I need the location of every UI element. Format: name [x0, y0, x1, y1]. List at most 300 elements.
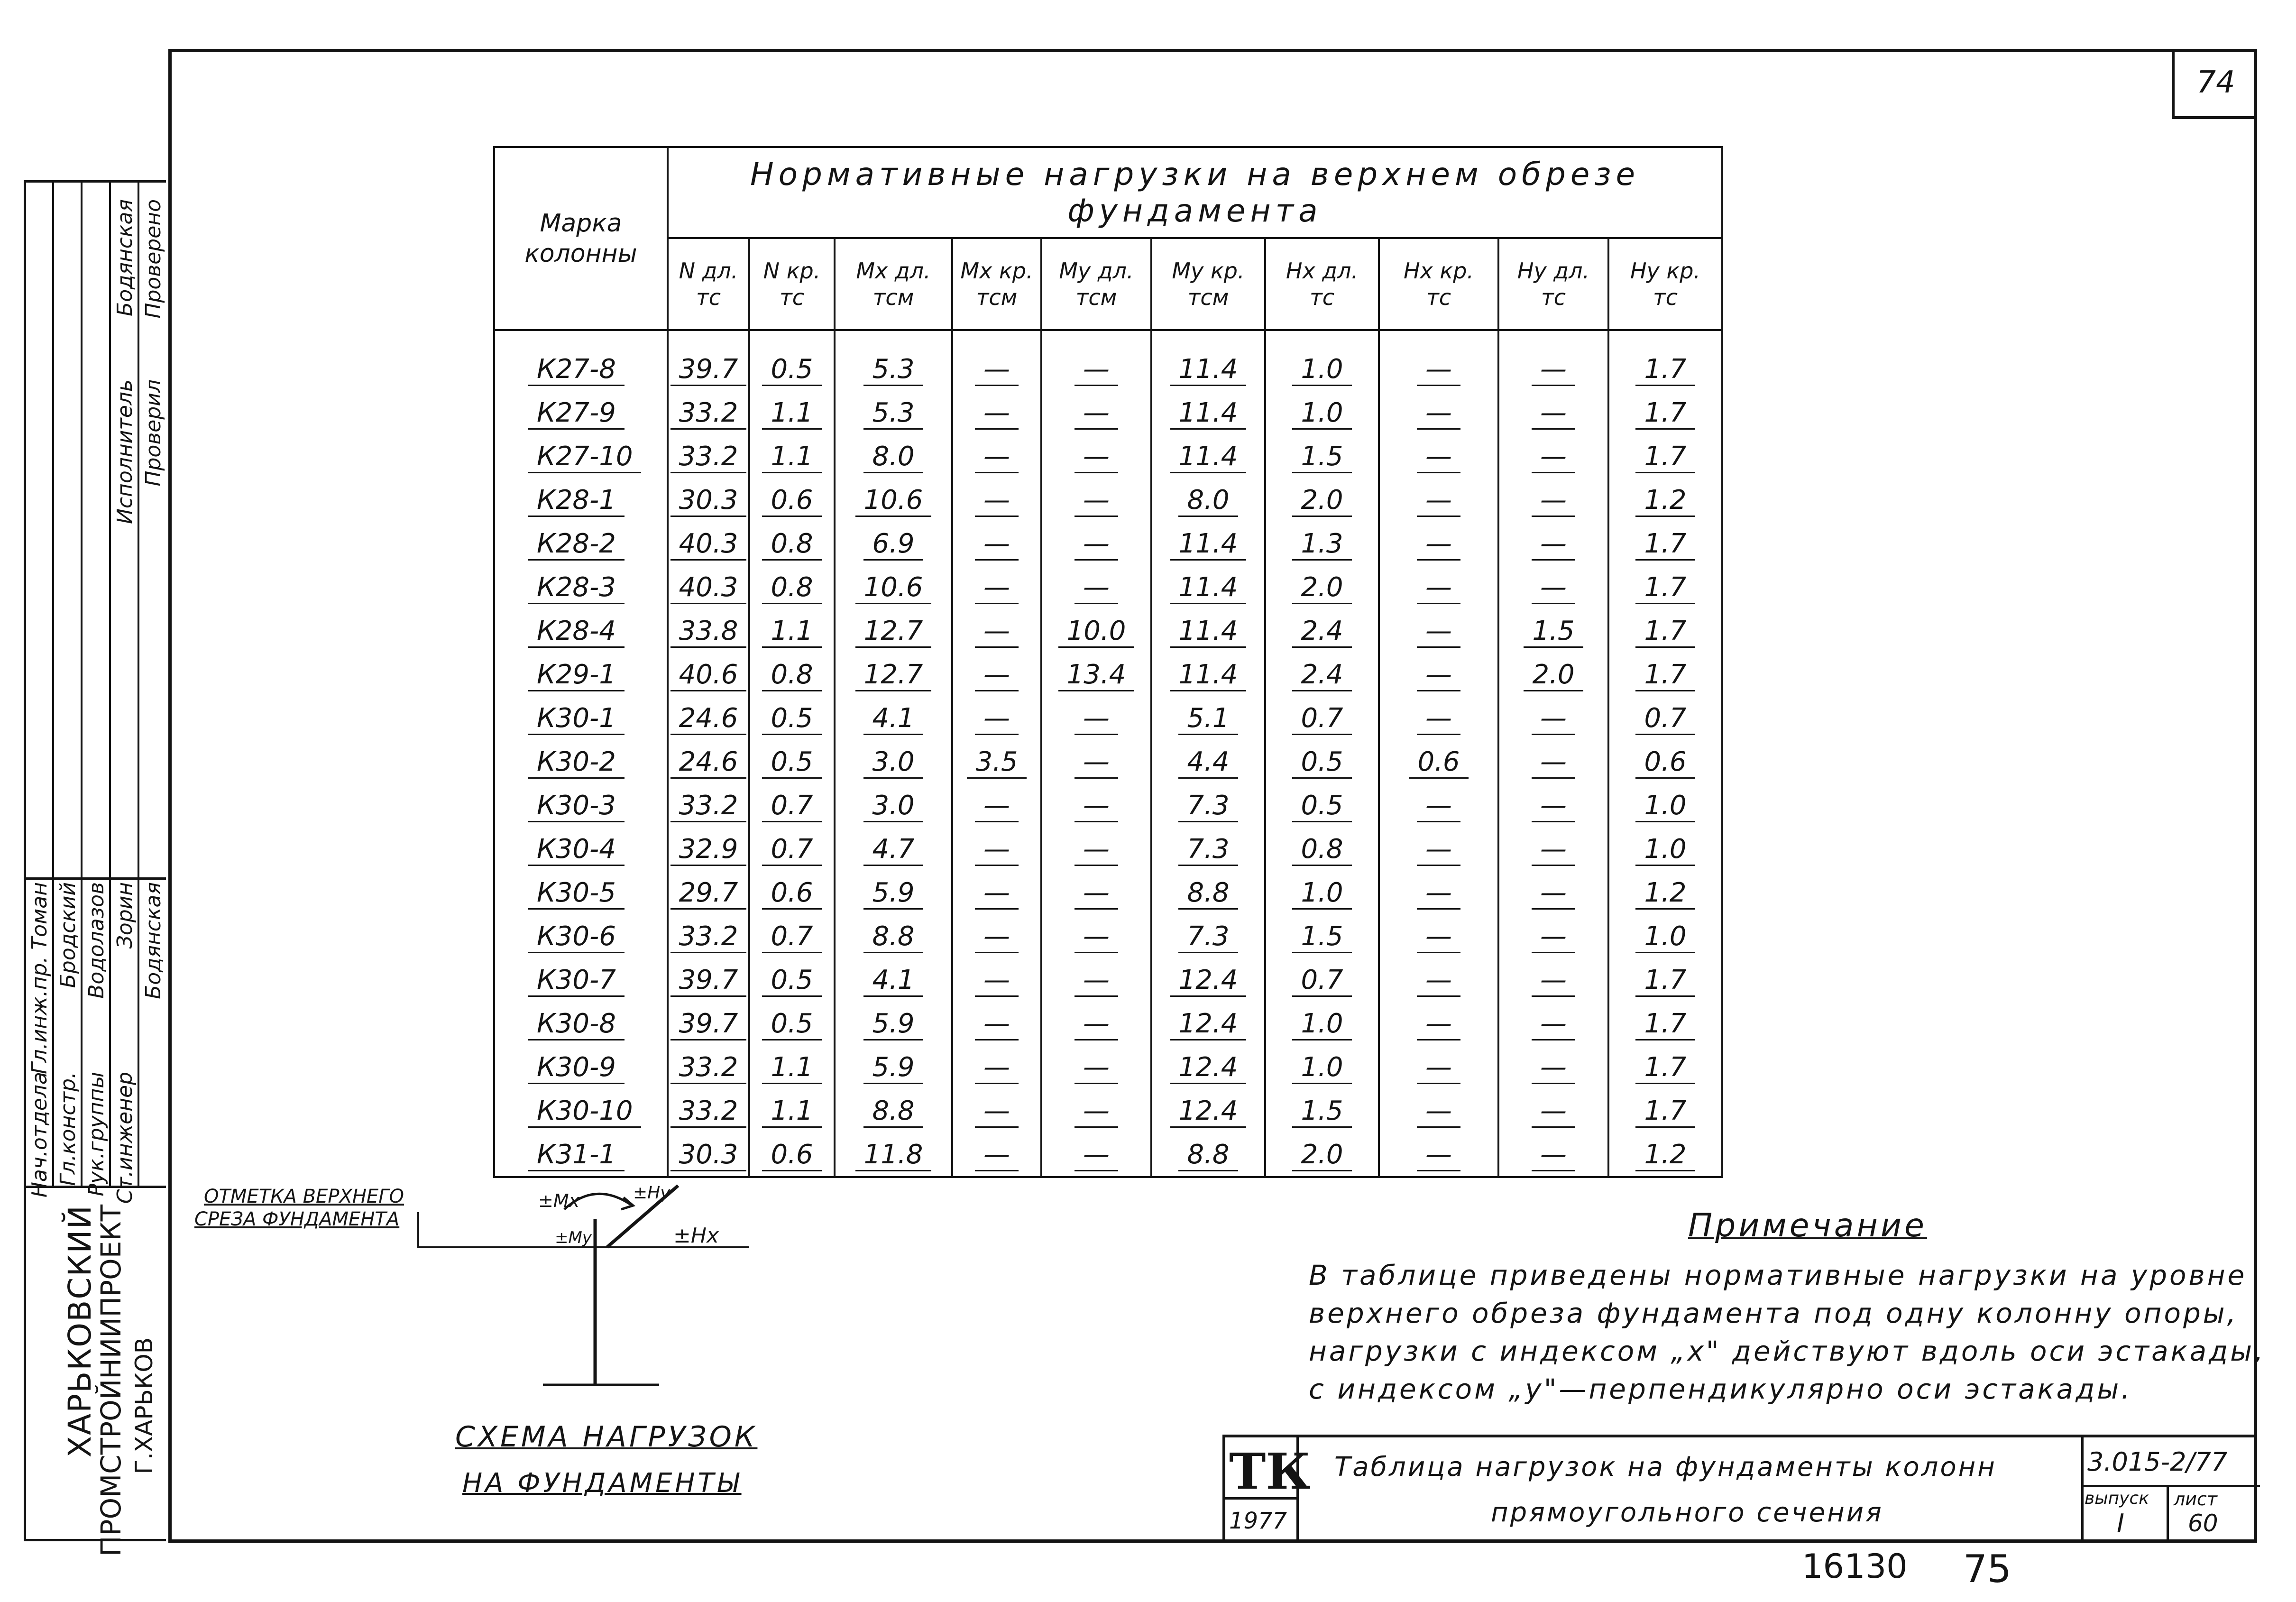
cell-value: 1.7: [1635, 965, 1695, 997]
cell-value: 0.8: [762, 572, 821, 604]
cell-value: 2.0: [1292, 1139, 1351, 1171]
cell-value: 12.4: [1170, 1096, 1247, 1128]
cell-value: —: [975, 834, 1019, 866]
value-cell: [668, 827, 749, 871]
value-cell: [668, 609, 749, 653]
value-cell: [749, 1045, 835, 1089]
cell-value: 1.3: [1292, 528, 1351, 561]
table-row: [494, 1045, 1722, 1089]
cell-value: 1.5: [1292, 921, 1351, 953]
value-cell: [835, 478, 952, 522]
mark-value: К30-10: [528, 1096, 641, 1128]
stamp-org-2: ПРОМСТРОЙНИИПРОЕКТ: [95, 1205, 127, 1557]
mark-cell: [494, 871, 668, 914]
cell-value: —: [1075, 441, 1118, 473]
value-cell: [1498, 1002, 1608, 1045]
mark-value: К28-2: [528, 528, 625, 561]
level-label-2: СРЕЗА ФУНДАМЕНТА: [194, 1208, 400, 1230]
cell-value: 1.0: [1292, 877, 1351, 910]
cell-value: 4.1: [863, 965, 923, 997]
value-cell: [1379, 1002, 1498, 1045]
cell-value: 0.5: [762, 703, 821, 735]
value-cell: [952, 696, 1041, 740]
value-cell: [1608, 740, 1722, 783]
value-cell: [1265, 565, 1379, 609]
value-cell: [1608, 871, 1722, 914]
value-cell: [1265, 1089, 1379, 1132]
mark-value: К30-3: [528, 790, 625, 822]
mark-value: К30-6: [528, 921, 625, 953]
cell-value: 0.6: [1409, 746, 1468, 779]
value-cell: [835, 522, 952, 565]
cell-value: 1.7: [1635, 1096, 1695, 1128]
cell-value: 0.8: [1292, 834, 1351, 866]
value-cell: [1041, 330, 1151, 391]
cell-value: 11.4: [1170, 397, 1247, 430]
column-header: [1151, 238, 1265, 330]
issue-label: выпуск: [2085, 1489, 2149, 1508]
value-cell: [668, 914, 749, 958]
stamp-right-name-1: Бодянская: [113, 199, 137, 316]
cell-value: —: [1532, 1008, 1575, 1040]
cell-value: —: [1532, 790, 1575, 822]
column-unit: тс: [696, 285, 721, 310]
value-cell: [952, 783, 1041, 827]
cell-value: 2.4: [1292, 616, 1351, 648]
cell-value: 33.2: [670, 921, 747, 953]
stamp-name-top: Гл.инж.пр. Томан: [28, 882, 52, 1075]
cell-value: —: [975, 485, 1019, 517]
cell-value: 11.8: [855, 1139, 932, 1171]
value-cell: [1608, 522, 1722, 565]
value-cell: [1608, 565, 1722, 609]
column-unit: тс: [1426, 285, 1451, 310]
value-cell: [835, 827, 952, 871]
value-cell: [1265, 522, 1379, 565]
note-line: с индексом „y"—перпендикулярно оси эстакады.: [1309, 1373, 2132, 1405]
value-cell: [749, 871, 835, 914]
cell-value: 1.7: [1635, 616, 1695, 648]
cell-value: 5.9: [863, 1052, 923, 1084]
table-row: [494, 871, 1722, 914]
cell-value: 0.6: [762, 485, 821, 517]
column-header: [1608, 238, 1722, 330]
value-cell: [952, 827, 1041, 871]
value-cell: [668, 958, 749, 1002]
cell-value: 33.2: [670, 1052, 747, 1084]
logo: ТК: [1229, 1442, 1311, 1501]
column-unit: тсм: [872, 285, 914, 310]
mark-cell: [494, 609, 668, 653]
mark-cell: [494, 565, 668, 609]
cell-value: —: [1417, 441, 1460, 473]
cell-value: —: [975, 1139, 1019, 1171]
value-cell: [952, 391, 1041, 434]
value-cell: [1265, 434, 1379, 478]
cell-value: —: [1075, 921, 1118, 953]
cell-value: 0.6: [762, 1139, 821, 1171]
value-cell: [952, 565, 1041, 609]
value-cell: [835, 740, 952, 783]
cell-value: 1.7: [1635, 659, 1695, 691]
cell-value: 39.7: [670, 1008, 747, 1040]
column-name: N кр.: [763, 258, 821, 284]
column-unit: тс: [1309, 285, 1335, 310]
value-cell: [1265, 827, 1379, 871]
cell-value: 0.7: [762, 790, 821, 822]
table-row: [494, 696, 1722, 740]
value-cell: [1151, 330, 1265, 391]
cell-value: —: [1417, 965, 1460, 997]
value-cell: [1379, 1089, 1498, 1132]
value-cell: [668, 478, 749, 522]
cell-value: —: [1075, 354, 1118, 386]
value-cell: [1379, 391, 1498, 434]
sheet-number: 74: [2172, 49, 2257, 119]
cell-value: 13.4: [1058, 659, 1135, 691]
value-cell: [1498, 653, 1608, 696]
loads-table: [493, 146, 1723, 1178]
cell-value: 1.1: [762, 441, 821, 473]
table-row: [494, 1002, 1722, 1045]
cell-value: —: [1532, 1139, 1575, 1171]
cell-value: —: [1075, 965, 1118, 997]
value-cell: [952, 958, 1041, 1002]
value-cell: [749, 783, 835, 827]
cell-value: 33.8: [670, 616, 747, 648]
mark-value: К27-8: [528, 354, 625, 386]
mark-cell: [494, 1132, 668, 1177]
value-cell: [1265, 871, 1379, 914]
value-cell: [1041, 696, 1151, 740]
value-cell: [749, 696, 835, 740]
note-line: нагрузки с индексом „x" действуют вдоль оси эстакады,: [1309, 1335, 2266, 1367]
value-cell: [749, 827, 835, 871]
title-line-2: прямоугольного сечения: [1491, 1497, 1883, 1528]
value-cell: [835, 1089, 952, 1132]
cell-value: 40.6: [670, 659, 747, 691]
cell-value: 4.7: [863, 834, 923, 866]
mark-cell: [494, 914, 668, 958]
my-label: ±My: [555, 1228, 592, 1247]
value-cell: [1265, 740, 1379, 783]
value-cell: [1041, 434, 1151, 478]
value-cell: [1498, 827, 1608, 871]
mark-cell: [494, 827, 668, 871]
cell-value: —: [1417, 616, 1460, 648]
cell-value: 12.4: [1170, 965, 1247, 997]
value-cell: [1498, 609, 1608, 653]
cell-value: —: [1417, 921, 1460, 953]
mark-value: К28-3: [528, 572, 625, 604]
value-cell: [1041, 1002, 1151, 1045]
stamp-name-3: Зорин: [113, 882, 137, 949]
value-cell: [1608, 478, 1722, 522]
value-cell: [1041, 1045, 1151, 1089]
cell-value: —: [1532, 921, 1575, 953]
cell-value: 0.7: [762, 834, 821, 866]
cell-value: 2.4: [1292, 659, 1351, 691]
value-cell: [1498, 914, 1608, 958]
cell-value: 5.3: [863, 354, 923, 386]
value-cell: [1265, 330, 1379, 391]
value-cell: [1379, 783, 1498, 827]
mark-cell: [494, 1002, 668, 1045]
cell-value: 1.7: [1635, 397, 1695, 430]
value-cell: [1151, 827, 1265, 871]
mark-cell: [494, 478, 668, 522]
value-cell: [1265, 1002, 1379, 1045]
table-row: [494, 740, 1722, 783]
value-cell: [1151, 434, 1265, 478]
stamp-name-2: Водолазов: [84, 882, 109, 999]
value-cell: [1041, 1089, 1151, 1132]
cell-value: —: [1075, 1052, 1118, 1084]
column-header: [749, 238, 835, 330]
mark-cell: [494, 1045, 668, 1089]
value-cell: [749, 958, 835, 1002]
value-cell: [1608, 1089, 1722, 1132]
cell-value: 7.3: [1178, 834, 1238, 866]
cell-value: 1.0: [1292, 1008, 1351, 1040]
cell-value: —: [1417, 1008, 1460, 1040]
cell-value: —: [1075, 877, 1118, 910]
cell-value: 29.7: [670, 877, 747, 910]
column-header: [1498, 238, 1608, 330]
mark-cell: [494, 434, 668, 478]
value-cell: [952, 1089, 1041, 1132]
cell-value: —: [1532, 528, 1575, 561]
cell-value: 2.0: [1292, 485, 1351, 517]
cell-value: 39.7: [670, 354, 747, 386]
cell-value: —: [1417, 877, 1460, 910]
column-unit: тсм: [1187, 285, 1229, 310]
stamp-org-1: ХАРЬКОВСКИЙ: [62, 1205, 98, 1458]
table-row: [494, 1132, 1722, 1177]
cell-value: 1.7: [1635, 1008, 1695, 1040]
table-row: [494, 478, 1722, 522]
cell-value: 7.3: [1178, 921, 1238, 953]
cell-value: 1.7: [1635, 1052, 1695, 1084]
mark-cell: [494, 696, 668, 740]
cell-value: —: [1532, 441, 1575, 473]
column-header: [668, 238, 749, 330]
column-name: Hy кр.: [1630, 258, 1701, 284]
value-cell: [1151, 609, 1265, 653]
cell-value: 4.1: [863, 703, 923, 735]
value-cell: [1041, 740, 1151, 783]
cell-value: 12.4: [1170, 1008, 1247, 1040]
cell-value: 0.5: [762, 354, 821, 386]
cell-value: —: [975, 441, 1019, 473]
value-cell: [1608, 653, 1722, 696]
value-cell: [952, 871, 1041, 914]
value-cell: [749, 434, 835, 478]
cell-value: 12.4: [1170, 1052, 1247, 1084]
value-cell: [952, 1132, 1041, 1177]
cell-value: —: [975, 572, 1019, 604]
stamp-name-4: Бодянская: [141, 882, 165, 999]
value-cell: [1608, 1132, 1722, 1177]
value-cell: [835, 653, 952, 696]
value-cell: [1498, 434, 1608, 478]
cell-value: 0.7: [762, 921, 821, 953]
table-title: Нормативные нагрузки на верхнем обрезе фундамента: [668, 147, 1722, 238]
archive-number: 16130: [1802, 1547, 1908, 1586]
value-cell: [1379, 434, 1498, 478]
column-unit: тс: [779, 285, 805, 310]
cell-value: 1.5: [1292, 441, 1351, 473]
column-name: Mx кр.: [960, 258, 1033, 284]
value-cell: [1151, 391, 1265, 434]
cell-value: 6.9: [863, 528, 923, 561]
mark-value: К27-9: [528, 397, 625, 430]
value-cell: [1265, 914, 1379, 958]
cell-value: —: [975, 1052, 1019, 1084]
mark-value: К29-1: [528, 659, 625, 691]
value-cell: [1041, 522, 1151, 565]
cell-value: —: [1417, 1096, 1460, 1128]
cell-value: —: [1417, 659, 1460, 691]
value-cell: [668, 330, 749, 391]
cell-value: 8.0: [863, 441, 923, 473]
cell-value: 33.2: [670, 790, 747, 822]
mark-cell: [494, 653, 668, 696]
cell-value: —: [1075, 572, 1118, 604]
mark-value: К30-1: [528, 703, 625, 735]
cell-value: 0.7: [1292, 965, 1351, 997]
cell-value: 1.7: [1635, 572, 1695, 604]
cell-value: 0.6: [762, 877, 821, 910]
cell-value: —: [975, 790, 1019, 822]
cell-value: 0.5: [762, 746, 821, 779]
cell-value: 11.4: [1170, 572, 1247, 604]
cell-value: 2.0: [1292, 572, 1351, 604]
value-cell: [1608, 827, 1722, 871]
stamp-role-1: Нач.отдела: [28, 1072, 52, 1198]
value-cell: [668, 783, 749, 827]
value-cell: [1498, 565, 1608, 609]
mark-value: К28-1: [528, 485, 625, 517]
value-cell: [1498, 783, 1608, 827]
note-title: Примечание: [1688, 1207, 1927, 1244]
value-cell: [749, 914, 835, 958]
cell-value: —: [1417, 397, 1460, 430]
table-row: [494, 653, 1722, 696]
cell-value: 33.2: [670, 441, 747, 473]
cell-value: 5.9: [863, 877, 923, 910]
value-cell: [1265, 958, 1379, 1002]
value-cell: [668, 391, 749, 434]
cell-value: 8.8: [1178, 1139, 1238, 1171]
column-name: Hy дл.: [1517, 258, 1590, 284]
value-cell: [1041, 1132, 1151, 1177]
cell-value: 1.1: [762, 397, 821, 430]
value-cell: [1379, 827, 1498, 871]
binding-stamp: [24, 180, 166, 1557]
level-label-1: ОТМЕТКА ВЕРХНЕГО: [204, 1186, 404, 1207]
cell-value: —: [975, 921, 1019, 953]
column-header: [835, 238, 952, 330]
cell-value: —: [975, 528, 1019, 561]
column-name: My дл.: [1059, 258, 1134, 284]
value-cell: [1041, 871, 1151, 914]
cell-value: 8.8: [863, 921, 923, 953]
value-cell: [749, 478, 835, 522]
cell-value: —: [975, 354, 1019, 386]
table-row: [494, 330, 1722, 391]
value-cell: [1379, 958, 1498, 1002]
value-cell: [668, 565, 749, 609]
value-cell: [1265, 696, 1379, 740]
value-cell: [835, 1002, 952, 1045]
value-cell: [1265, 478, 1379, 522]
value-cell: [1151, 565, 1265, 609]
value-cell: [1608, 914, 1722, 958]
cell-value: —: [1417, 1139, 1460, 1171]
mark-value: К30-8: [528, 1008, 625, 1040]
cell-value: 24.6: [670, 703, 747, 735]
value-cell: [1608, 696, 1722, 740]
value-cell: [749, 1089, 835, 1132]
column-header: [1041, 238, 1151, 330]
scheme-title-2: НА ФУНДАМЕНТЫ: [462, 1468, 742, 1499]
value-cell: [1265, 1132, 1379, 1177]
value-cell: [668, 522, 749, 565]
value-cell: [952, 740, 1041, 783]
mark-value: К30-7: [528, 965, 625, 997]
cell-value: 39.7: [670, 965, 747, 997]
cell-value: —: [1532, 397, 1575, 430]
table-row: [494, 609, 1722, 653]
value-cell: [749, 1132, 835, 1177]
cell-value: 30.3: [670, 1139, 747, 1171]
cell-value: —: [1075, 1096, 1118, 1128]
mark-value: К30-2: [528, 746, 625, 779]
cell-value: —: [1417, 703, 1460, 735]
cell-value: 7.3: [1178, 790, 1238, 822]
cell-value: 0.8: [762, 659, 821, 691]
cell-value: 1.5: [1524, 616, 1583, 648]
value-cell: [1265, 1045, 1379, 1089]
cell-value: 10.6: [855, 572, 932, 604]
cell-value: —: [1075, 746, 1118, 779]
cell-value: 1.5: [1292, 1096, 1351, 1128]
cell-value: 1.7: [1635, 441, 1695, 473]
mark-value: К30-9: [528, 1052, 625, 1084]
cell-value: 1.0: [1635, 834, 1695, 866]
value-cell: [1151, 1045, 1265, 1089]
cell-value: 24.6: [670, 746, 747, 779]
value-cell: [1498, 478, 1608, 522]
value-cell: [1379, 522, 1498, 565]
value-cell: [835, 914, 952, 958]
value-cell: [1041, 783, 1151, 827]
cell-value: 33.2: [670, 1096, 747, 1128]
table-row: [494, 565, 1722, 609]
value-cell: [952, 1002, 1041, 1045]
value-cell: [668, 434, 749, 478]
value-cell: [1041, 391, 1151, 434]
cell-value: 5.3: [863, 397, 923, 430]
value-cell: [835, 609, 952, 653]
column-name: N дл.: [679, 258, 738, 284]
cell-value: 0.6: [1635, 746, 1695, 779]
column-name: Mx дл.: [856, 258, 931, 284]
cell-value: 11.4: [1170, 354, 1247, 386]
cell-value: —: [1417, 790, 1460, 822]
value-cell: [1498, 1045, 1608, 1089]
